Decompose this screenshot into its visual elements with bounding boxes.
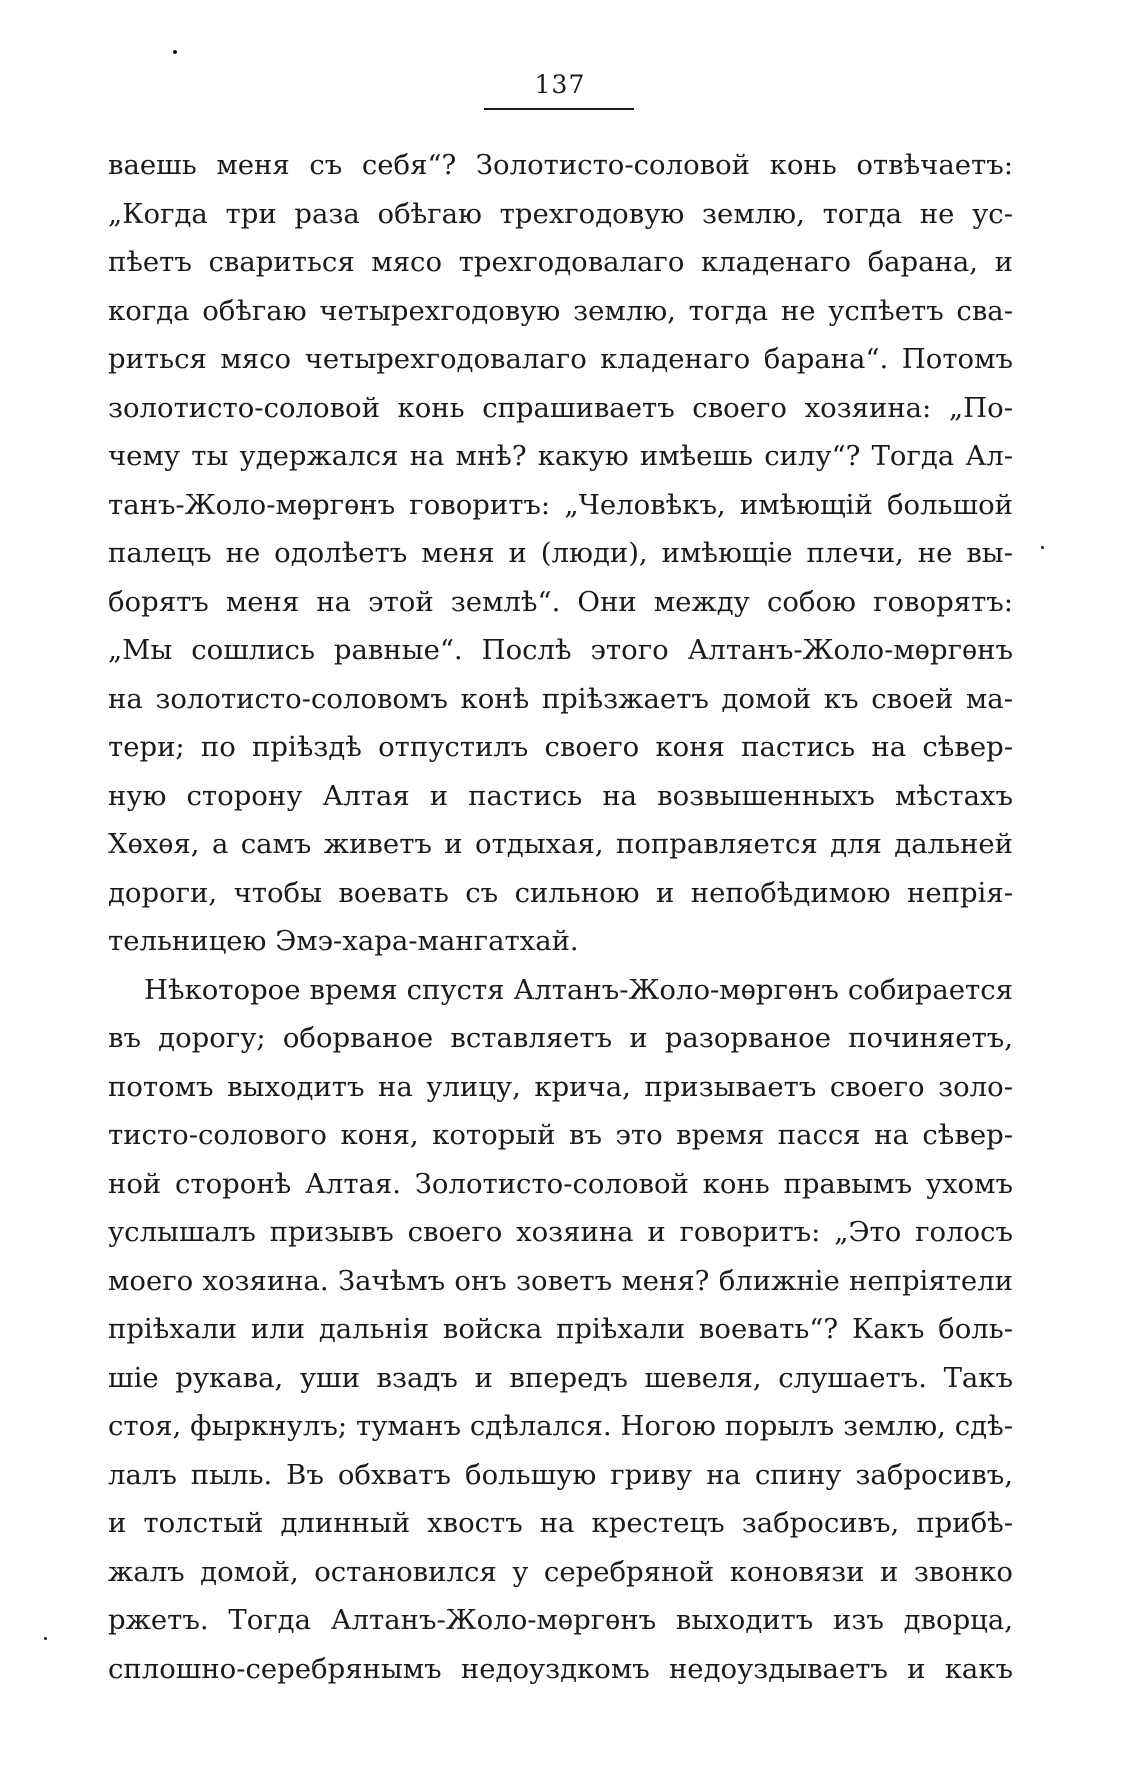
text-line: услышалъ призывъ своего хозяина и говоритъ: „Это голосъ: [108, 1216, 1013, 1248]
margin-speck: [1041, 546, 1044, 549]
text-line: Хѳхѳя, а самъ живетъ и отдыхая, поправляется для дальней: [108, 828, 1013, 860]
body-text: [108, 141, 1013, 1693]
text-line: въ дорогу; оборваное вставляетъ и разорваное починяетъ,: [108, 1022, 1013, 1054]
text-line: ной сторонѣ Алтая. Золотисто-соловой конь правымъ ухомъ: [108, 1167, 1013, 1200]
text-line: пріѣхали или дальнія войска пріѣхали воевать“? Какъ боль-: [108, 1313, 1013, 1345]
text-line: и толстый длинный хвостъ на крестецъ забросивъ, прибѣ-: [108, 1507, 1013, 1539]
text-line: „Когда три раза обѣгаю трехгодовую землю, тогда не ус-: [108, 197, 1013, 230]
text-line: тельницею Эмэ-хара-мангатхай.: [108, 925, 579, 957]
margin-speck: [44, 1637, 47, 1640]
text-line: золотисто-соловой конь спрашиваетъ своего хозяина: „По-: [108, 391, 1013, 424]
text-line: танъ-Жоло-мѳргѳнъ говоритъ: „Человѣкъ, имѣющій большой: [108, 488, 1013, 521]
text-line: ржетъ. Тогда Алтанъ-Жоло-мѳргѳнъ выходитъ изъ дворца,: [108, 1604, 1013, 1636]
text-line: жалъ домой, остановился у серебряной коновязи и звонко: [108, 1555, 1013, 1588]
text-line: моего хозяина. Зачѣмъ онъ зоветъ меня? ближніе непріятели: [108, 1264, 1013, 1297]
text-line: тери; по пріѣздѣ отпустилъ своего коня пастись на сѣвер-: [108, 731, 1013, 763]
text-line: ваешь меня съ себя“? Золотисто-соловой конь отвѣчаетъ:: [108, 149, 1013, 181]
text-line: стоя, фыркнулъ; туманъ сдѣлался. Ногою порылъ землю, сдѣ-: [108, 1410, 1013, 1442]
text-line: сплошно-серебрянымъ недоуздкомъ недоуздываетъ и какъ: [108, 1652, 1013, 1685]
text-line: тисто-солового коня, который въ это время пасся на сѣвер-: [108, 1119, 1013, 1151]
text-line: дороги, чтобы воевать съ сильною и непобѣдимою непрія-: [108, 876, 1013, 909]
text-line: шіе рукава, уши взадъ и впередъ шевеля, слушаетъ. Такъ: [108, 1361, 1013, 1394]
text-line: на золотисто-соловомъ конѣ пріѣзжаетъ домой къ своей ма-: [108, 682, 1013, 715]
page-number: 137: [534, 70, 586, 99]
page-number-rule: [484, 108, 634, 110]
text-line: ную сторону Алтая и пастись на возвышенныхъ мѣстахъ: [108, 779, 1013, 812]
text-line: лалъ пыль. Въ обхватъ большую гриву на спину забросивъ,: [108, 1458, 1013, 1491]
text-line: чему ты удержался на мнѣ? какую имѣешь силу“? Тогда Ал-: [108, 440, 1013, 472]
text-line: потомъ выходитъ на улицу, крича, призываетъ своего золо-: [108, 1070, 1013, 1103]
text-line: пѣетъ свариться мясо трехгодовалаго кладенаго барана, и: [108, 246, 1013, 278]
text-line: борятъ меня на этой землѣ“. Они между собою говорятъ:: [108, 585, 1013, 618]
text-line: „Мы сошлись равные“. Послѣ этого Алтанъ-Жоло-мѳргѳнъ: [108, 634, 1013, 666]
text-line: когда обѣгаю четырехгодовую землю, тогда не успѣетъ сва-: [108, 294, 1013, 327]
text-line: палецъ не одолѣетъ меня и (люди), имѣющіе плечи, не вы-: [108, 537, 1013, 569]
text-line: Нѣкоторое время спустя Алтанъ-Жоло-мѳргѳнъ собирается: [144, 973, 1013, 1006]
text-line: риться мясо четырехгодовалаго кладенаго барана“. Потомъ: [108, 343, 1013, 375]
margin-speck: [173, 50, 177, 54]
